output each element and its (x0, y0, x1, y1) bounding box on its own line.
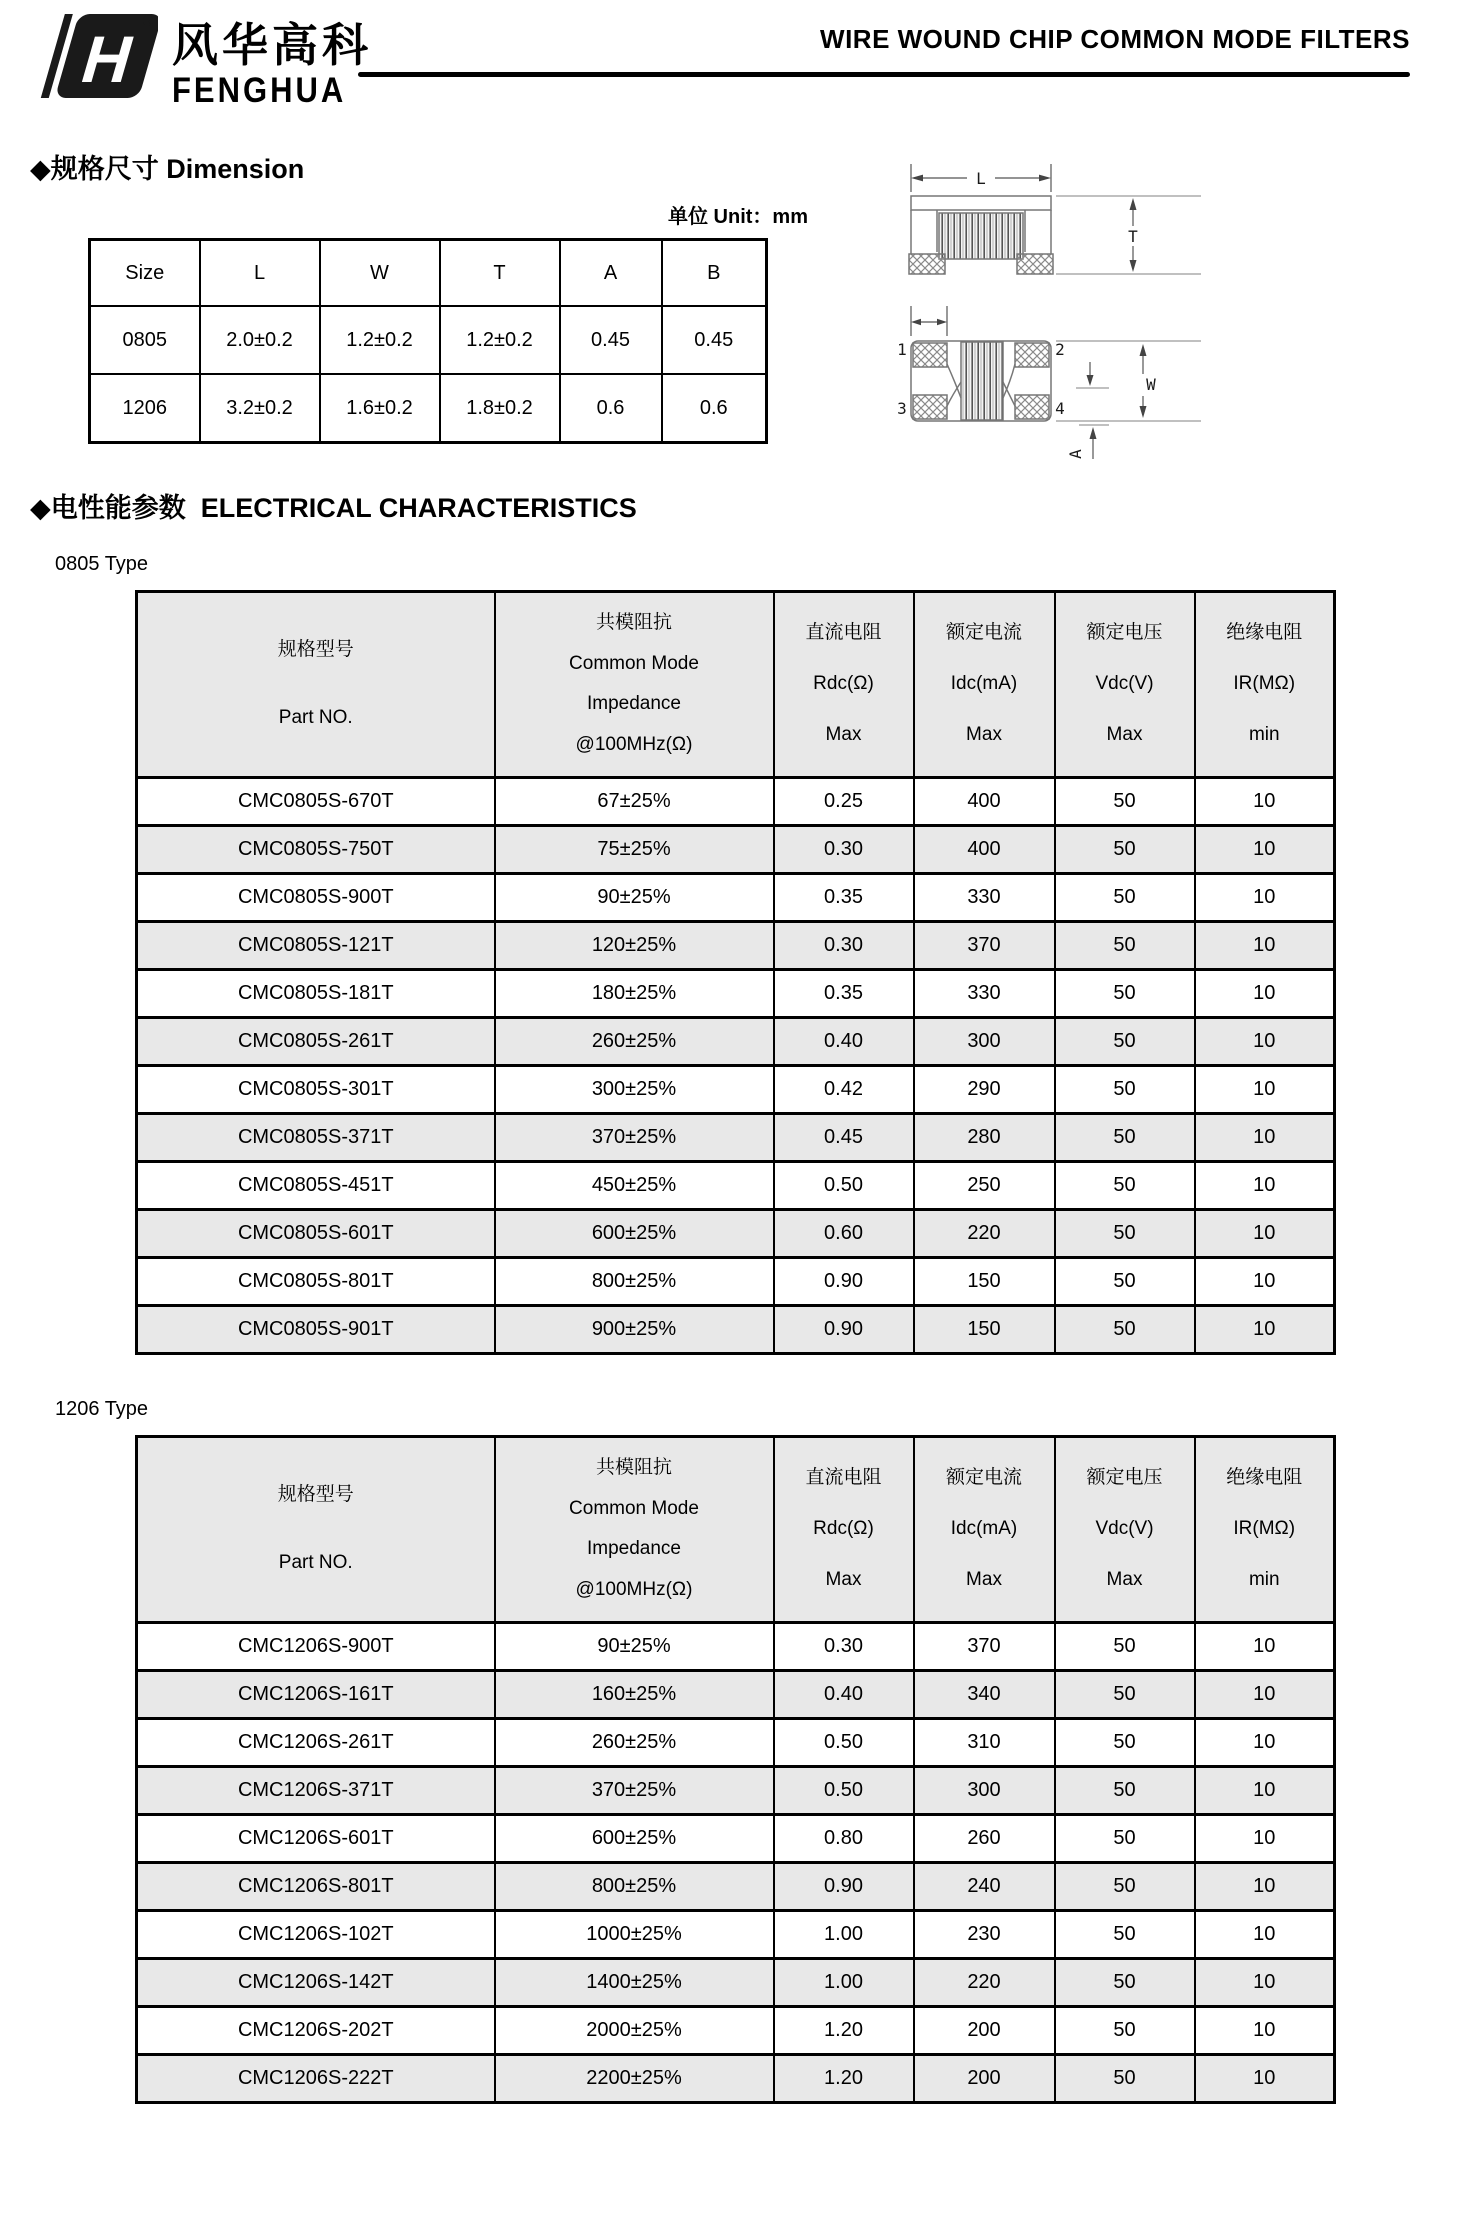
value-cell: 0.80 (774, 1815, 914, 1863)
part-no-cell: CMC0805S-670T (137, 778, 495, 826)
table-row (137, 874, 1335, 922)
value-cell: 330 (914, 874, 1055, 922)
value-cell: 75±25% (495, 826, 774, 874)
value-cell: 10 (1195, 1306, 1335, 1354)
value-cell: 330 (914, 970, 1055, 1018)
value-cell: 10 (1195, 826, 1335, 874)
type-label-1206: 1206 Type (55, 1398, 149, 1420)
table-cell: 0.6 (662, 374, 767, 443)
value-cell: 50 (1055, 2055, 1195, 2103)
part-no-cell: CMC0805S-371T (137, 1114, 495, 1162)
value-cell: 150 (914, 1306, 1055, 1354)
table-row (137, 922, 1335, 970)
column-header: B (662, 240, 767, 307)
value-cell: 600±25% (495, 1210, 774, 1258)
value-cell: 300±25% (495, 1066, 774, 1114)
column-header: T (440, 240, 560, 307)
table-row (137, 1719, 1335, 1767)
part-no-cell: CMC1206S-222T (137, 2055, 495, 2103)
value-cell: 50 (1055, 1671, 1195, 1719)
value-cell: 120±25% (495, 922, 774, 970)
registered-trademark: ® (142, 13, 154, 30)
column-header: 额定电流 Idc(mA) Max (914, 1437, 1055, 1623)
value-cell: 150 (914, 1258, 1055, 1306)
table-cell: 1206 (90, 374, 200, 443)
part-no-cell: CMC1206S-261T (137, 1719, 495, 1767)
part-no-cell: CMC0805S-750T (137, 826, 495, 874)
value-cell: 0.30 (774, 826, 914, 874)
value-cell: 370 (914, 922, 1055, 970)
page-title: WIRE WOUND CHIP COMMON MODE FILTERS (820, 24, 1410, 54)
value-cell: 800±25% (495, 1258, 774, 1306)
value-cell: 400 (914, 826, 1055, 874)
value-cell: 1.20 (774, 2007, 914, 2055)
pin-label-1: 1 (897, 340, 907, 359)
part-no-cell: CMC0805S-601T (137, 1210, 495, 1258)
value-cell: 0.40 (774, 1018, 914, 1066)
table-row (137, 970, 1335, 1018)
side-view-outline (909, 196, 1053, 274)
value-cell: 0.42 (774, 1066, 914, 1114)
value-cell: 10 (1195, 922, 1335, 970)
table-row (137, 1210, 1335, 1258)
part-no-cell: CMC0805S-900T (137, 874, 495, 922)
value-cell: 50 (1055, 1719, 1195, 1767)
table-row (137, 1018, 1335, 1066)
value-cell: 50 (1055, 1815, 1195, 1863)
value-cell: 260±25% (495, 1018, 774, 1066)
value-cell: 200 (914, 2055, 1055, 2103)
value-cell: 10 (1195, 1719, 1335, 1767)
part-no-cell: CMC1206S-801T (137, 1863, 495, 1911)
value-cell: 10 (1195, 1018, 1335, 1066)
value-cell: 0.40 (774, 1671, 914, 1719)
part-no-cell: CMC1206S-161T (137, 1671, 495, 1719)
value-cell: 450±25% (495, 1162, 774, 1210)
dim-label-t: T (1128, 227, 1138, 246)
electrical-section-title: ◆电性能参数 ELECTRICAL CHARACTERISTICS (30, 493, 637, 523)
value-cell: 0.90 (774, 1863, 914, 1911)
value-cell: 10 (1195, 1258, 1335, 1306)
column-header: W (320, 240, 440, 307)
unit-note: 单位 Unit：mm (668, 206, 808, 228)
value-cell: 300 (914, 1767, 1055, 1815)
value-cell: 10 (1195, 1066, 1335, 1114)
value-cell: 10 (1195, 1767, 1335, 1815)
value-cell: 10 (1195, 1911, 1335, 1959)
table-row (137, 1258, 1335, 1306)
value-cell: 230 (914, 1911, 1055, 1959)
value-cell: 1000±25% (495, 1911, 774, 1959)
value-cell: 160±25% (495, 1671, 774, 1719)
value-cell: 290 (914, 1066, 1055, 1114)
value-cell: 0.35 (774, 874, 914, 922)
component-dimension-diagram (893, 156, 1213, 486)
table-row (137, 1306, 1335, 1354)
value-cell: 50 (1055, 922, 1195, 970)
value-cell: 50 (1055, 2007, 1195, 2055)
value-cell: 50 (1055, 1306, 1195, 1354)
column-header: 规格型号 Part NO. (137, 592, 495, 778)
value-cell: 50 (1055, 970, 1195, 1018)
part-no-cell: CMC0805S-901T (137, 1306, 495, 1354)
column-header: 绝缘电阻 IR(MΩ) min (1195, 592, 1335, 778)
table-row (137, 2007, 1335, 2055)
brand-block (172, 19, 372, 111)
table-cell: 3.2±0.2 (200, 374, 320, 443)
brand-name-cn: 风华高科 (172, 19, 372, 71)
part-no-cell: CMC1206S-900T (137, 1623, 495, 1671)
value-cell: 370 (914, 1623, 1055, 1671)
table-row (137, 1815, 1335, 1863)
value-cell: 0.50 (774, 1767, 914, 1815)
value-cell: 10 (1195, 1959, 1335, 2007)
table-row (137, 1767, 1335, 1815)
value-cell: 10 (1195, 1210, 1335, 1258)
table-row (137, 1114, 1335, 1162)
table-row (137, 2055, 1335, 2103)
part-no-cell: CMC0805S-121T (137, 922, 495, 970)
value-cell: 10 (1195, 1162, 1335, 1210)
value-cell: 10 (1195, 970, 1335, 1018)
electrical-table-body-0805 (137, 778, 1335, 1354)
value-cell: 50 (1055, 826, 1195, 874)
value-cell: 0.35 (774, 970, 914, 1018)
value-cell: 90±25% (495, 1623, 774, 1671)
value-cell: 2000±25% (495, 2007, 774, 2055)
value-cell: 400 (914, 778, 1055, 826)
electrical-header-row (137, 1437, 1335, 1623)
value-cell: 800±25% (495, 1863, 774, 1911)
value-cell: 50 (1055, 1210, 1195, 1258)
table-row (137, 1162, 1335, 1210)
column-header: L (200, 240, 320, 307)
dimension-section-title: ◆规格尺寸 Dimension (30, 154, 305, 184)
value-cell: 0.90 (774, 1306, 914, 1354)
value-cell: 50 (1055, 1066, 1195, 1114)
value-cell: 340 (914, 1671, 1055, 1719)
table-row (90, 374, 767, 443)
value-cell: 200 (914, 2007, 1055, 2055)
value-cell: 300 (914, 1018, 1055, 1066)
part-no-cell: CMC1206S-601T (137, 1815, 495, 1863)
table-cell: 0805 (90, 306, 200, 374)
value-cell: 0.60 (774, 1210, 914, 1258)
pin-label-2: 2 (1055, 340, 1065, 359)
value-cell: 50 (1055, 1623, 1195, 1671)
header-divider (358, 72, 1410, 77)
value-cell: 250 (914, 1162, 1055, 1210)
column-header: 直流电阻 Rdc(Ω) Max (774, 1437, 914, 1623)
value-cell: 10 (1195, 1815, 1335, 1863)
value-cell: 260±25% (495, 1719, 774, 1767)
value-cell: 10 (1195, 2007, 1335, 2055)
value-cell: 50 (1055, 1018, 1195, 1066)
part-no-cell: CMC0805S-181T (137, 970, 495, 1018)
value-cell: 50 (1055, 1258, 1195, 1306)
value-cell: 90±25% (495, 874, 774, 922)
column-header: 额定电压 Vdc(V) Max (1055, 1437, 1195, 1623)
value-cell: 10 (1195, 874, 1335, 922)
column-header: A (560, 240, 662, 307)
dimension-header-row (90, 240, 767, 307)
value-cell: 10 (1195, 1671, 1335, 1719)
type-label-0805: 0805 Type (55, 553, 149, 575)
column-header: 额定电流 Idc(mA) Max (914, 592, 1055, 778)
pin-label-4: 4 (1055, 399, 1065, 418)
table-row (137, 1066, 1335, 1114)
value-cell: 1.20 (774, 2055, 914, 2103)
value-cell: 10 (1195, 2055, 1335, 2103)
table-row (137, 778, 1335, 826)
value-cell: 1400±25% (495, 1959, 774, 2007)
value-cell: 370±25% (495, 1767, 774, 1815)
value-cell: 0.50 (774, 1162, 914, 1210)
value-cell: 50 (1055, 1162, 1195, 1210)
table-cell: 1.2±0.2 (320, 306, 440, 374)
fenghua-logo (40, 10, 372, 111)
electrical-table-1206 (135, 1435, 1336, 2104)
value-cell: 2200±25% (495, 2055, 774, 2103)
table-cell: 2.0±0.2 (200, 306, 320, 374)
table-row (137, 1911, 1335, 1959)
value-cell: 0.25 (774, 778, 914, 826)
pin-label-3: 3 (897, 399, 907, 418)
table-cell: 0.45 (662, 306, 767, 374)
part-no-cell: CMC1206S-202T (137, 2007, 495, 2055)
value-cell: 50 (1055, 1863, 1195, 1911)
part-no-cell: CMC0805S-451T (137, 1162, 495, 1210)
column-header: 直流电阻 Rdc(Ω) Max (774, 592, 914, 778)
value-cell: 900±25% (495, 1306, 774, 1354)
table-row (137, 1623, 1335, 1671)
value-cell: 0.45 (774, 1114, 914, 1162)
dim-label-w: W (1146, 375, 1156, 394)
value-cell: 220 (914, 1210, 1055, 1258)
table-row (137, 1671, 1335, 1719)
value-cell: 180±25% (495, 970, 774, 1018)
column-header: 绝缘电阻 IR(MΩ) min (1195, 1437, 1335, 1623)
electrical-table-0805 (135, 590, 1336, 1355)
column-header: 共模阻抗 Common Mode Impedance @100MHz(Ω) (495, 592, 774, 778)
value-cell: 0.30 (774, 1623, 914, 1671)
electrical-header-row (137, 592, 1335, 778)
fenghua-logo-icon (40, 10, 158, 104)
value-cell: 240 (914, 1863, 1055, 1911)
table-cell: 1.8±0.2 (440, 374, 560, 443)
brand-name-en: FENGHUA (172, 70, 347, 111)
value-cell: 50 (1055, 1911, 1195, 1959)
value-cell: 50 (1055, 1959, 1195, 2007)
table-cell: 0.6 (560, 374, 662, 443)
value-cell: 10 (1195, 1623, 1335, 1671)
value-cell: 50 (1055, 1767, 1195, 1815)
value-cell: 0.90 (774, 1258, 914, 1306)
part-no-cell: CMC1206S-371T (137, 1767, 495, 1815)
dim-label-a: A (1066, 449, 1085, 459)
part-no-cell: CMC1206S-102T (137, 1911, 495, 1959)
dim-label-l: L (976, 169, 986, 188)
value-cell: 370±25% (495, 1114, 774, 1162)
table-row (137, 826, 1335, 874)
value-cell: 10 (1195, 1863, 1335, 1911)
value-cell: 0.30 (774, 922, 914, 970)
column-header: 规格型号 Part NO. (137, 1437, 495, 1623)
dimension-table-body (90, 306, 767, 443)
column-header: 额定电压 Vdc(V) Max (1055, 592, 1195, 778)
part-no-cell: CMC0805S-261T (137, 1018, 495, 1066)
dimension-table (88, 238, 768, 444)
value-cell: 10 (1195, 1114, 1335, 1162)
table-cell: 1.2±0.2 (440, 306, 560, 374)
table-cell: 0.45 (560, 306, 662, 374)
value-cell: 67±25% (495, 778, 774, 826)
top-view-outline (911, 341, 1051, 421)
value-cell: 50 (1055, 1114, 1195, 1162)
part-no-cell: CMC0805S-301T (137, 1066, 495, 1114)
column-header: 共模阻抗 Common Mode Impedance @100MHz(Ω) (495, 1437, 774, 1623)
value-cell: 1.00 (774, 1911, 914, 1959)
table-row (90, 306, 767, 374)
value-cell: 1.00 (774, 1959, 914, 2007)
value-cell: 50 (1055, 874, 1195, 922)
value-cell: 220 (914, 1959, 1055, 2007)
electrical-table-body-1206 (137, 1623, 1335, 2103)
value-cell: 260 (914, 1815, 1055, 1863)
value-cell: 50 (1055, 778, 1195, 826)
table-row (137, 1863, 1335, 1911)
value-cell: 310 (914, 1719, 1055, 1767)
value-cell: 600±25% (495, 1815, 774, 1863)
column-header: Size (90, 240, 200, 307)
table-cell: 1.6±0.2 (320, 374, 440, 443)
part-no-cell: CMC1206S-142T (137, 1959, 495, 2007)
part-no-cell: CMC0805S-801T (137, 1258, 495, 1306)
svg-text:H: H (73, 23, 143, 97)
table-row (137, 1959, 1335, 2007)
value-cell: 10 (1195, 778, 1335, 826)
value-cell: 0.50 (774, 1719, 914, 1767)
value-cell: 280 (914, 1114, 1055, 1162)
